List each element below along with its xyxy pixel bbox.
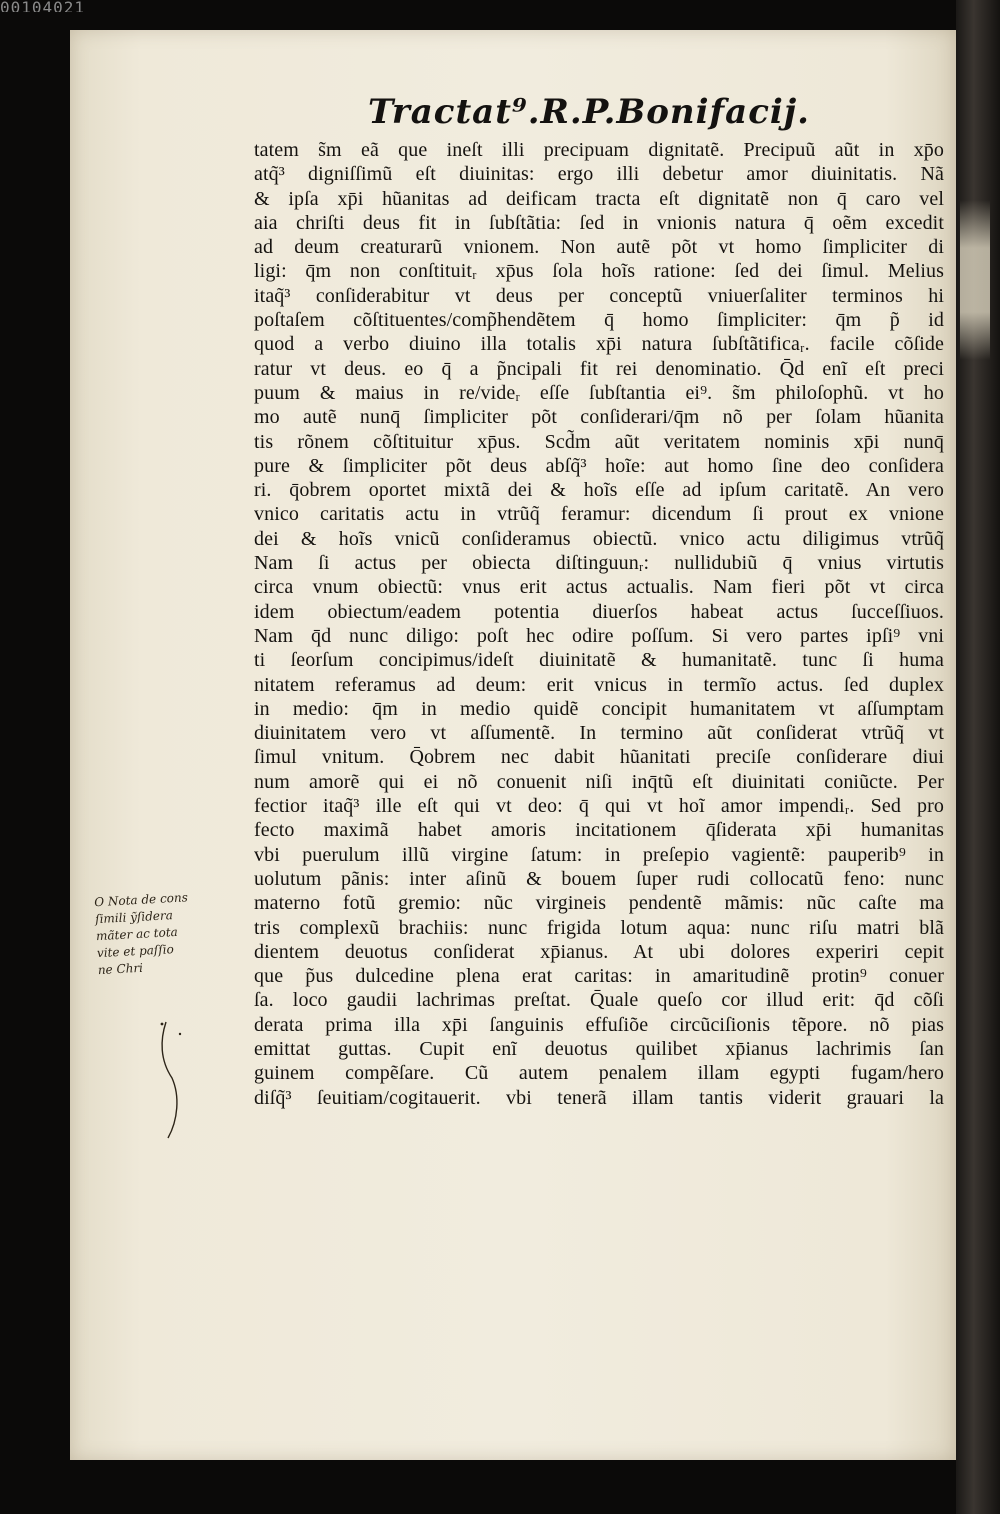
frame-id-label: 00104021 bbox=[0, 0, 86, 12]
page-edge-highlight bbox=[960, 200, 990, 360]
text-line: derata prima illa xp̄i ſanguinis effuſiõe circũciſionis tẽpore. nõ pias bbox=[254, 1013, 944, 1036]
text-line: nitatem referamus ad deum: erit vnicus in termĩo actus. ſed duplex bbox=[254, 673, 944, 696]
text-line: ſa. loco gaudii lachrimas preſtat. Q̄uale queſo cor illud erit: q̄d cõſi bbox=[254, 989, 944, 1012]
text-block bbox=[254, 138, 944, 1110]
text-line: atq̃³ digniſſimũ eſt diuinitas: ergo illi debetur amor diuinitatis. Nã bbox=[254, 163, 944, 186]
text-line: ligi: q̄m non conſtituitᵣ xp̄us ſola hoĩs ratione: ſed dei ſimul. Melius bbox=[254, 260, 944, 283]
margin-note-line: ſimili ỹſidera bbox=[94, 908, 174, 927]
text-line: idem obiectum/eadem potentia diuerſos habeat actus ſucceſſiuos. bbox=[254, 600, 944, 623]
text-line: Nam ſi actus per obiecta diſtinguunᵣ: nullidubiũ q̄ vnius virtutis bbox=[254, 552, 944, 575]
margin-note-line: O Nota de cons bbox=[93, 890, 189, 910]
text-line: emittat guttas. Cupit enĩ deuotus quilibet xp̄ianus lachrimis ſan bbox=[254, 1037, 944, 1060]
text-line: ratur vt deus. eo q̄ a p̃ncipali fit rei denominatio. Q̄d enĩ eſt preci bbox=[254, 357, 944, 380]
text-line: vnico caritatis actu in vtrũq̃ feramur: dicendum ſi prout ex vnione bbox=[254, 503, 944, 526]
margin-bracket-mark bbox=[158, 1020, 188, 1140]
text-line: fectior itaq̃³ ille eſt qui vt deo: q̄ qui vt hoĩ amor impendiᵣ. Sed pro bbox=[254, 795, 944, 818]
text-line: tatem s̃m eã que ineſt illi precipuam dignitatẽ. Precipuũ aũt in xp̄o bbox=[254, 139, 944, 161]
text-line: dei & hoĩs vnicũ conſideramus obiectũ. vnico actu diligimus vtrũq̃ bbox=[254, 527, 944, 550]
text-line: circa vnum obiectũ: vnus erit actus actualis. Nam fieri põt vt circa bbox=[254, 576, 944, 599]
text-line: diuinitatem vero vt aſſumentẽ. In termino aũt conſiderat vtrũq̃ vt bbox=[254, 722, 944, 745]
text-line: poſtaſem cõſtituentes/comp̃hendẽtem q̄ homo ſimpliciter: q̄m p̃ id bbox=[254, 309, 944, 332]
text-line: ſimul vnitum. Q̄obrem nec dabit hũanitati preciſe conſiderare diui bbox=[254, 746, 944, 769]
margin-note-line: vite et paſſio bbox=[96, 942, 175, 961]
text-line: ti ſeorſum concipimus/ideſt diuinitatẽ & humanitatẽ. tunc ſi huma bbox=[254, 649, 944, 672]
text-line: materno fotũ gremio: nũc virgineis pendentẽ mãmis: nũc caſte ma bbox=[254, 892, 944, 915]
text-line: tis rõnem cõſtituitur xp̄us. Scd̃m aũt veritatem nominis xp̄i nunq̄ bbox=[254, 430, 944, 453]
running-head: Tractat⁹.R.P.Bonifacij. bbox=[368, 92, 810, 132]
text-line: Nam q̄d nunc diligo: poſt hec odire poſſum. Si vero partes ipſi⁹ vni bbox=[254, 624, 944, 647]
text-line: fecto maximã habet amoris incitationem q̄ſiderata xp̄i humanitas bbox=[254, 819, 944, 842]
text-line: vbi puerulum illũ virgine ſatum: in preſepio vagientẽ: pauperib⁹ in bbox=[254, 843, 944, 866]
text-line: que p̃us dulcedine plena erat caritas: in amaritudinẽ protin⁹ conuer bbox=[254, 965, 944, 988]
text-line: tris complexũ brachiis: nunc frigida lotum aqua: nunc riſu matri blã bbox=[254, 916, 944, 939]
text-line: ri. q̄obrem oportet mixtã dei & hoĩs eſſe ad ipſum caritatẽ. An vero bbox=[254, 479, 944, 502]
text-line: puum & maius in re/videᵣ eſſe ſubſtantia ei⁹. s̃m philoſophũ. vt ho bbox=[254, 381, 944, 404]
text-line: num amorẽ qui ei nõ conuenit niſi inq̄tũ eſt diuinitati coniũcte. Per bbox=[254, 770, 944, 793]
text-line: dientem deuotus conſiderat xp̄ianus. At ubi dolores experiri cepit bbox=[254, 940, 944, 963]
text-line: & ipſa xp̄i hũanitas ad deificam tracta eſt dignitatẽ non q̄ caro vel bbox=[254, 187, 944, 210]
text-line: guinem compẽſare. Cũ autem penalem illam egypti fugam/hero bbox=[254, 1062, 944, 1085]
text-line: diſq̃³ ſeuitiam/cogitauerit. vbi tenerã illam tantis viderit grauari la bbox=[254, 1086, 944, 1109]
text-line: uolutum pãnis: inter aſinũ & bouem ſuper rudi collocatũ feno: nunc bbox=[254, 867, 944, 890]
text-line: ad deum creaturarũ vnionem. Non autẽ põt vt homo ſimpliciter di bbox=[254, 236, 944, 259]
text-line: pure & ſimpliciter põt deus abſq̃³ hoĩe: aut homo ſine deo conſidera bbox=[254, 454, 944, 477]
handwritten-margin-note bbox=[94, 886, 258, 979]
text-line: itaq̃³ conſiderabitur vt deus per conceptũ vniuerſaliter terminos hi bbox=[254, 284, 944, 307]
text-line: in medio: q̄m in medio quidẽ concipit humanitatem vt aſſumptam bbox=[254, 697, 944, 720]
text-line: quod a verbo diuino illa totalis xp̄i natura ſubſtãtificaᵣ. facile cõſide bbox=[254, 333, 944, 356]
text-line: mo autẽ nunq̄ ſimpliciter põt conſiderari/q̄m nõ per ſolam hũanita bbox=[254, 406, 944, 429]
margin-note-line: ne Chri bbox=[97, 960, 144, 978]
margin-note-line: mãter ac tota bbox=[95, 924, 179, 944]
text-line: aia chriſti deus fit in ſubſtãtia: ſed in vnionis natura q̄ oẽm excedit bbox=[254, 211, 944, 234]
